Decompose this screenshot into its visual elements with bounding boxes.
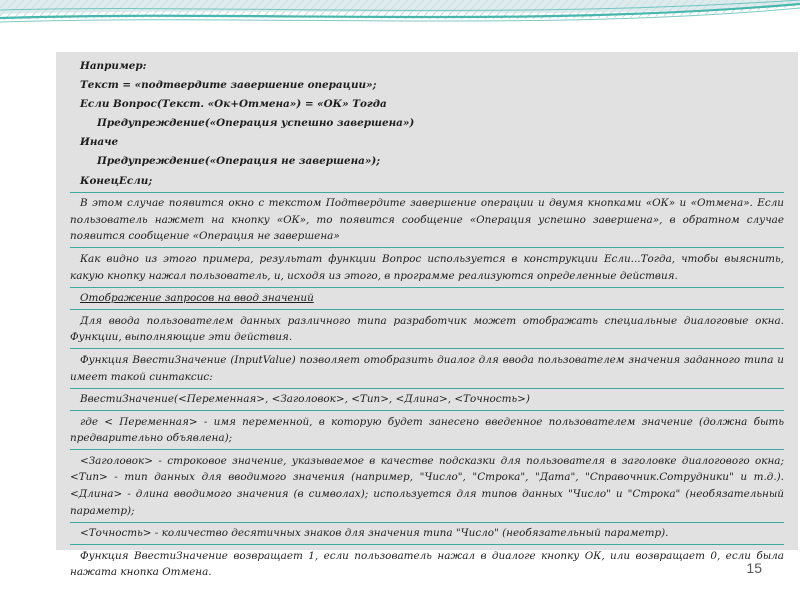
code-endif: КонецЕсли; xyxy=(80,174,153,187)
paragraph-4: Функция ВвестиЗначение (InputValue) позволяет отобразить диалог для ввода пользователем значения заданного типа и имеет такой синтаксис: xyxy=(70,353,784,383)
divider xyxy=(70,410,784,411)
divider xyxy=(70,348,784,349)
code-warn-fail: Предупреждение(«Операция не завершена»); xyxy=(97,155,381,168)
divider xyxy=(70,449,784,450)
paragraph-5: где < Переменная> - имя переменной, в которую будет занесено введенное пользователем значение (должна быть предварительно объявлена); xyxy=(70,415,784,445)
divider xyxy=(70,192,784,193)
code-warn-ok: Предупреждение(«Операция успешно завершена») xyxy=(97,117,415,130)
page-number: 15 xyxy=(746,560,762,576)
paragraph-1: В этом случае появится окно с текстом Подтвердите завершение операции и двумя кнопками «ОК» и «Отмена». Если пользователь нажмет на кнопку «ОК», то появится сообщение «Операция успешно завершена», в обратном случае появится сообщение «Операция не завершена» xyxy=(70,197,784,243)
paragraph-7: <Точность> - количество десятичных знаков для значения типа "Число" (необязательный параметр). xyxy=(80,527,669,540)
divider xyxy=(70,522,784,523)
example-label: Например: xyxy=(80,60,147,72)
code-if-line: Если Вопрос(Текст. «Ок+Отмена») = «ОК» Тогда xyxy=(80,98,387,111)
divider xyxy=(70,287,784,288)
divider xyxy=(70,309,784,310)
code-text-assign: Текст = «подтвердите завершение операции»; xyxy=(80,79,377,92)
section-heading: Отображение запросов на ввод значений xyxy=(80,292,314,305)
paragraph-3: Для ввода пользователем данных различного типа разработчик может отображать специальные диалоговые окна. Функции, выполняющие эти действия. xyxy=(70,314,784,344)
paragraph-6: <Заголовок> - строковое значение, указываемое в качестве подсказки для пользователя в заголовке диалогового окна; <Тип> - тип данных для вводимого значения (например, "Число", "Строка", "Дата", "Справочник.Сотрудники" и т.д.). <Длина> - длина вводимого значения (в символах); используется для типов данных "Число" и "Строка" (необязательный параметр); xyxy=(70,454,784,517)
divider xyxy=(70,247,784,248)
code-else: Иначе xyxy=(80,136,119,149)
syntax-line: ВвестиЗначение(<Переменная>, <Заголовок>, <Тип>, <Длина>, <Точность>) xyxy=(80,393,530,406)
paragraph-2: Как видно из этого примера, результат функции Вопрос используется в конструкции Если...Тогда, чтобы выяснить, какую кнопку нажал пользователь, и, исходя из этого, в программе реализуются определенные действия. xyxy=(70,252,784,282)
divider xyxy=(70,544,784,545)
paragraph-8: Функция ВвестиЗначение возвращает 1, если пользователь нажал в диалоге кнопку ОК, или возвращает 0, если была нажата кнопка Отмена. xyxy=(70,549,784,579)
divider xyxy=(70,388,784,389)
decorative-top-border xyxy=(0,0,800,38)
